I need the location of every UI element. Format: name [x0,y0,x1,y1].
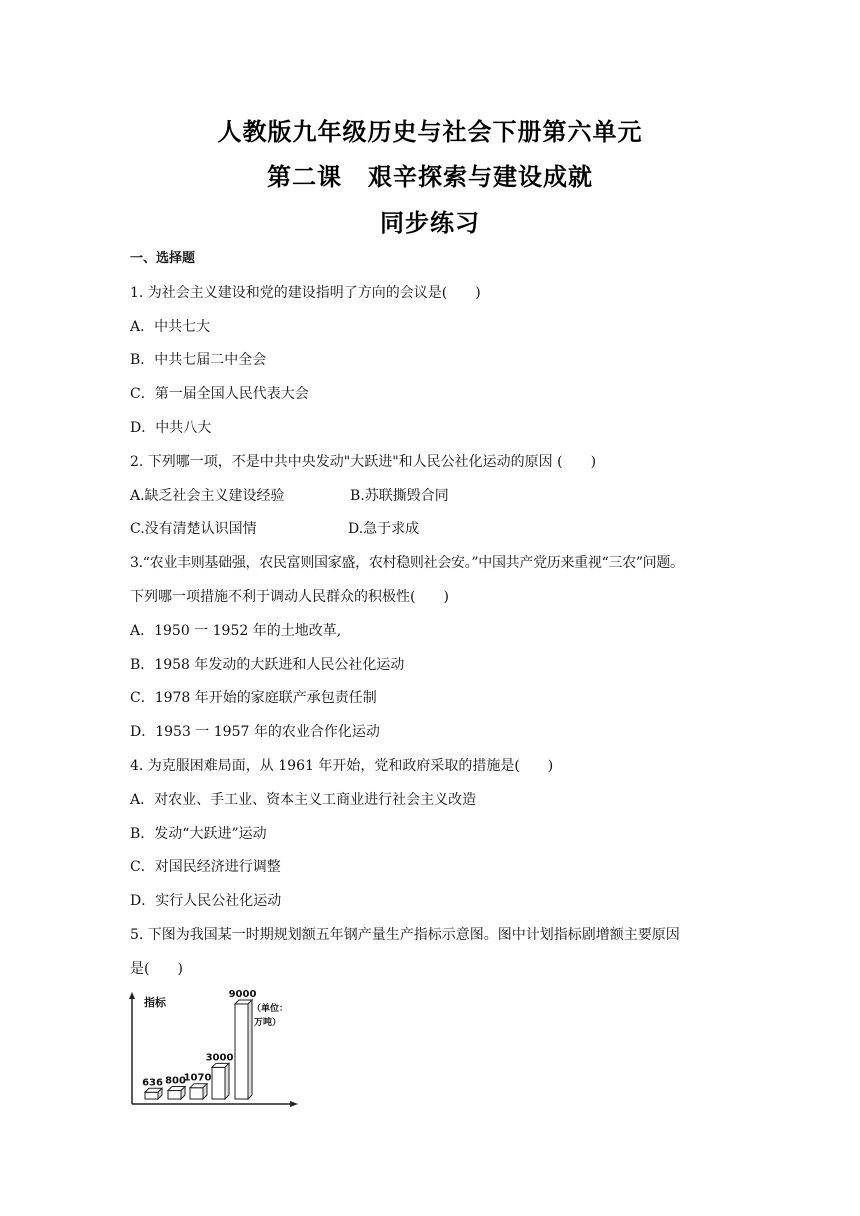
question-5-stem-line-1: 5. 下图为我国某一时期规划额五年钢产量生产指标示意图。图中计划指标剧增额主要原因 [130,927,680,943]
bar-value-label-2: 800 [165,1075,186,1087]
steel-target-chart [128,990,303,1112]
chart-svg [128,990,303,1112]
unit-label-line-2: 万吨） [254,1018,282,1028]
title-line-2 [0,157,860,192]
title-line-1: 人教版九年级历史与社会下册第六单元 [217,118,643,146]
question-5-stem-line-2: 是( ) [130,961,183,977]
unit-label-line-1: （单位： [252,1004,289,1014]
bar-front [190,1088,203,1099]
bar-front [145,1092,158,1099]
bar-value-label-5: 9000 [228,990,257,1000]
question-2-option-d: D.急于求成 [348,521,420,537]
question-1-option-b: B．中共七届二中全会 [130,352,267,368]
question-4-option-b: B．发动“大跃进”运动 [130,826,267,842]
bar-side [225,1063,229,1099]
title-lesson-number: 第二课 [267,163,342,191]
question-1-stem: 1. 为社会主义建设和党的建设指明了方向的会议是( ) [130,285,481,301]
question-2-option-c: C.没有清楚认识国情 [130,521,257,537]
bar-side [248,1000,252,1099]
question-1-option-c: C．第一届全国人民代表大会 [130,386,309,402]
bar-value-label-1: 636 [142,1077,163,1089]
bar-1 [145,1088,162,1099]
title-line-3: 同步练习 [380,209,480,237]
question-2-option-b: B.苏联撕毁合同 [350,488,449,504]
question-3-stem-line-2: 下列哪一项措施不利于调动人民群众的积极性( ) [130,589,449,605]
bar-5 [235,1000,252,1099]
bar-2 [168,1087,185,1099]
bar-3 [190,1084,207,1099]
question-3-option-b: B．1958 年发动的大跃进和人民公社化运动 [130,657,405,673]
title-lesson-name: 艰辛探索与建设成就 [368,163,593,191]
bar-front [168,1091,181,1099]
bar-front [235,1004,248,1099]
bar-value-label-4: 3000 [205,1052,234,1064]
question-4-option-d: D．实行人民公社化运动 [130,893,282,909]
question-3-option-a: A．1950 一 1952 年的土地改革, [130,623,342,639]
x-axis-arrow [290,1101,298,1107]
question-3-option-d: D．1953 一 1957 年的农业合作化运动 [130,724,380,740]
question-2-option-a: A.缺乏社会主义建设经验 [130,488,285,504]
question-1-option-a: A．中共七大 [130,319,211,335]
bar-4 [212,1063,229,1099]
question-4-option-a: A．对农业、手工业、资本主义工商业进行社会主义改造 [130,792,477,808]
question-3-stem-line-1: 3.“农业丰则基础强，农民富则国家盛，农村稳则社会安。”中国共产党历来重视“三农”问题。 [130,555,684,571]
y-axis-label: 指标 [144,996,166,1009]
bar-front [212,1067,225,1099]
question-2-stem: 2. 下列哪一项，不是中共中央发动"大跃进"和人民公社化运动的原因 ( ) [130,454,597,470]
question-1-option-d: D．中共八大 [130,420,212,436]
question-3-option-c: C．1978 年开始的家庭联产承包责任制 [130,690,377,706]
y-axis-arrow [129,992,135,999]
section-heading: 一、选择题 [130,251,196,266]
bar-value-label-3: 1070 [183,1072,212,1084]
question-4-option-c: C．对国民经济进行调整 [130,859,281,875]
question-4-stem: 4. 为克服困难局面，从 1961 年开始，党和政府采取的措施是( ) [130,758,554,774]
